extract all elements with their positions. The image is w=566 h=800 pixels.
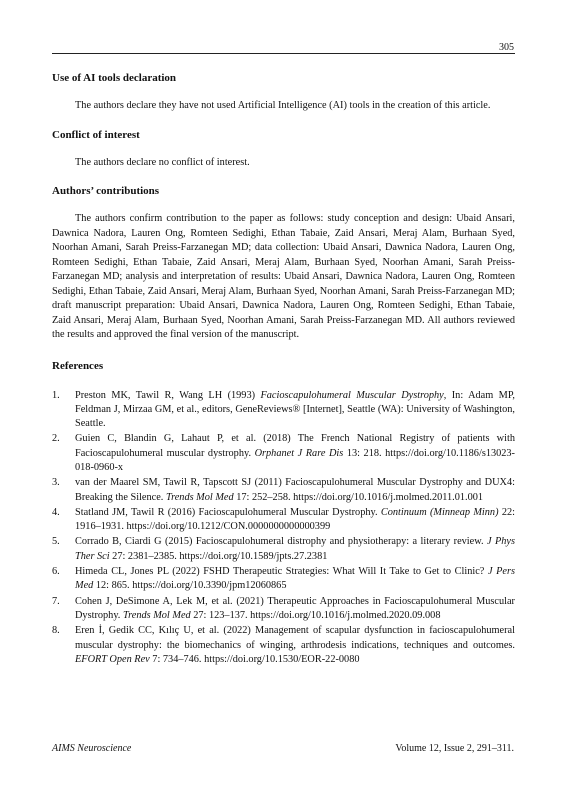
reference-text: Eren İ, Gedik CC, Kılıç U, et al. (2022) Management of scapular dysfunction in facioscapulohumeral muscular dystrophy: the biomechanics of winging, arthrodesis indications, techniques and outcomes. [75, 625, 515, 651]
reference-text: Cohen J, DeSimone A, Lek M, et al. (2021) Therapeutic Approaches in Facioscapulohumeral Muscular Dystrophy. [75, 595, 515, 621]
references-heading: References [52, 359, 104, 372]
reference-details: 13: 218. https://doi.org/10.1186/s13023-018-0960-x [75, 447, 515, 473]
reference-item [52, 476, 515, 505]
reference-item [52, 595, 515, 624]
reference-text: Preston MK, Tawil R, Wang LH (1993) [75, 389, 261, 401]
reference-details: 12: 865. https://doi.org/10.3390/jpm12060865 [93, 580, 287, 592]
reference-item [52, 565, 515, 594]
reference-text: Statland JM, Tawil R (2016) Facioscapulohumeral Muscular Dystrophy. [75, 506, 381, 518]
reference-details: 27: 2381–2385. https://doi.org/10.1589/jpts.27.2381 [109, 550, 328, 562]
reference-text: Corrado B, Ciardi G (2015) Facioscapulohumeral distrophy and physiotherapy: a literary review. [75, 536, 487, 548]
reference-item [52, 389, 515, 432]
reference-text: van der Maarel SM, Tawil R, Tapscott SJ (2011) Facioscapulohumeral Muscular Dystrophy and DUX4: Breaking the Silence. [75, 477, 515, 503]
reference-number: 6. [52, 566, 60, 578]
issue-info: Volume 12, Issue 2, 291–311. [395, 743, 514, 754]
reference-source: EFORT Open Rev [75, 653, 150, 665]
reference-text: Guien C, Blandin G, Lahaut P, et al. (2018) The French National Registry of patients with Facioscapulohumeral muscular dystrophy. [75, 433, 515, 459]
conflict-of-interest-text: The authors declare no conflict of interest. [75, 156, 250, 168]
reference-source: Trends Mol Med [122, 609, 191, 621]
reference-number: 7. [52, 595, 60, 607]
ai-declaration-heading: Use of AI tools declaration [52, 72, 177, 84]
conflict-of-interest-heading: Conflict of interest [52, 128, 140, 141]
reference-source: Continuum (Minneap Minn) [380, 506, 499, 518]
page-number: 305 [499, 42, 514, 53]
reference-source: Trends Mol Med [165, 491, 234, 503]
authors-contributions-text: The authors confirm contribution to the paper as follows: study conception and design: Ubaid Ansari, Dawnica Nadora, Lauren Ong, Romteen Sedighi, Ethan Tabaie, Zaid Ansari, Meraj Alam, Burhaan Syed, Noorhan Amani, Sarah Preiss-Farzanegan MD; data collection: Ubaid Ansari, Dawnica Nadora, Lauren Ong, Romteen Sedighi, Ethan Tabaie, Zaid Ansari, Meraj Alam, Burhaan Syed, Noorhan Amani, Sarah Preiss-Farzanegan MD; analysis and interpretation of results: Ubaid Ansari, Dawnica Nadora, Lauren Ong, Romteen Sedighi, Ethan Tabaie, Zaid Ansari, Meraj Alam, Burhaan Syed, Noorhan Amani, Sarah Preiss-Farzanegan MD; draft manuscript preparation: Ubaid Ansari, Dawnica Nadora, Lauren Ong, Romteen Sedighi, Ethan Tabaie, Zaid Ansari, Meraj Alam, Burhaan Syed, Noorhan Amani, Sarah Preiss-Farzanegan MD. All authors reviewed the results and approved the final version of the manuscript. [52, 213, 515, 340]
authors-contributions-heading: Authors’ contributions [52, 185, 160, 197]
reference-details: 7: 734–746. https://doi.org/10.1530/EOR-22-0080 [149, 653, 360, 665]
reference-number: 1. [52, 389, 60, 401]
reference-item [52, 432, 515, 475]
reference-item [52, 624, 515, 667]
reference-text: Himeda CL, Jones PL (2022) FSHD Therapeutic Strategies: What Will It Take to Get to Clinic? [75, 566, 488, 578]
reference-source: J Phys Ther Sci [75, 536, 515, 562]
reference-source: Facioscapulohumeral Muscular Dystrophy [260, 389, 444, 401]
header-rule [52, 53, 515, 54]
reference-details: 17: 252–258. https://doi.org/10.1016/j.molmed.2011.01.001 [233, 491, 484, 503]
reference-details: 27: 123–137. https://doi.org/10.1016/j.molmed.2020.09.008 [190, 609, 441, 621]
reference-source: Orphanet J Rare Dis [254, 447, 344, 459]
reference-number: 3. [52, 477, 60, 489]
reference-number: 5. [52, 536, 60, 548]
reference-details: , In: Adam MP, Feldman J, Mirzaa GM, et al., editors, GeneReviews® [Internet], Seattle (WA): University of Washington, Seattle. [75, 389, 515, 430]
journal-name: AIMS Neuroscience [52, 743, 132, 754]
reference-source: J Pers Med [75, 566, 515, 592]
reference-list [52, 389, 515, 668]
reference-item [52, 506, 515, 535]
article-body [52, 66, 515, 668]
reference-item [52, 535, 515, 564]
reference-number: 2. [52, 433, 60, 445]
reference-number: 8. [52, 625, 60, 637]
reference-details: 22: 1916–1931. https://doi.org/10.1212/CON.0000000000000399 [75, 506, 515, 533]
reference-number: 4. [52, 506, 60, 518]
ai-declaration-text: The authors declare they have not used Artificial Intelligence (AI) tools in the creation of this article. [75, 100, 491, 111]
